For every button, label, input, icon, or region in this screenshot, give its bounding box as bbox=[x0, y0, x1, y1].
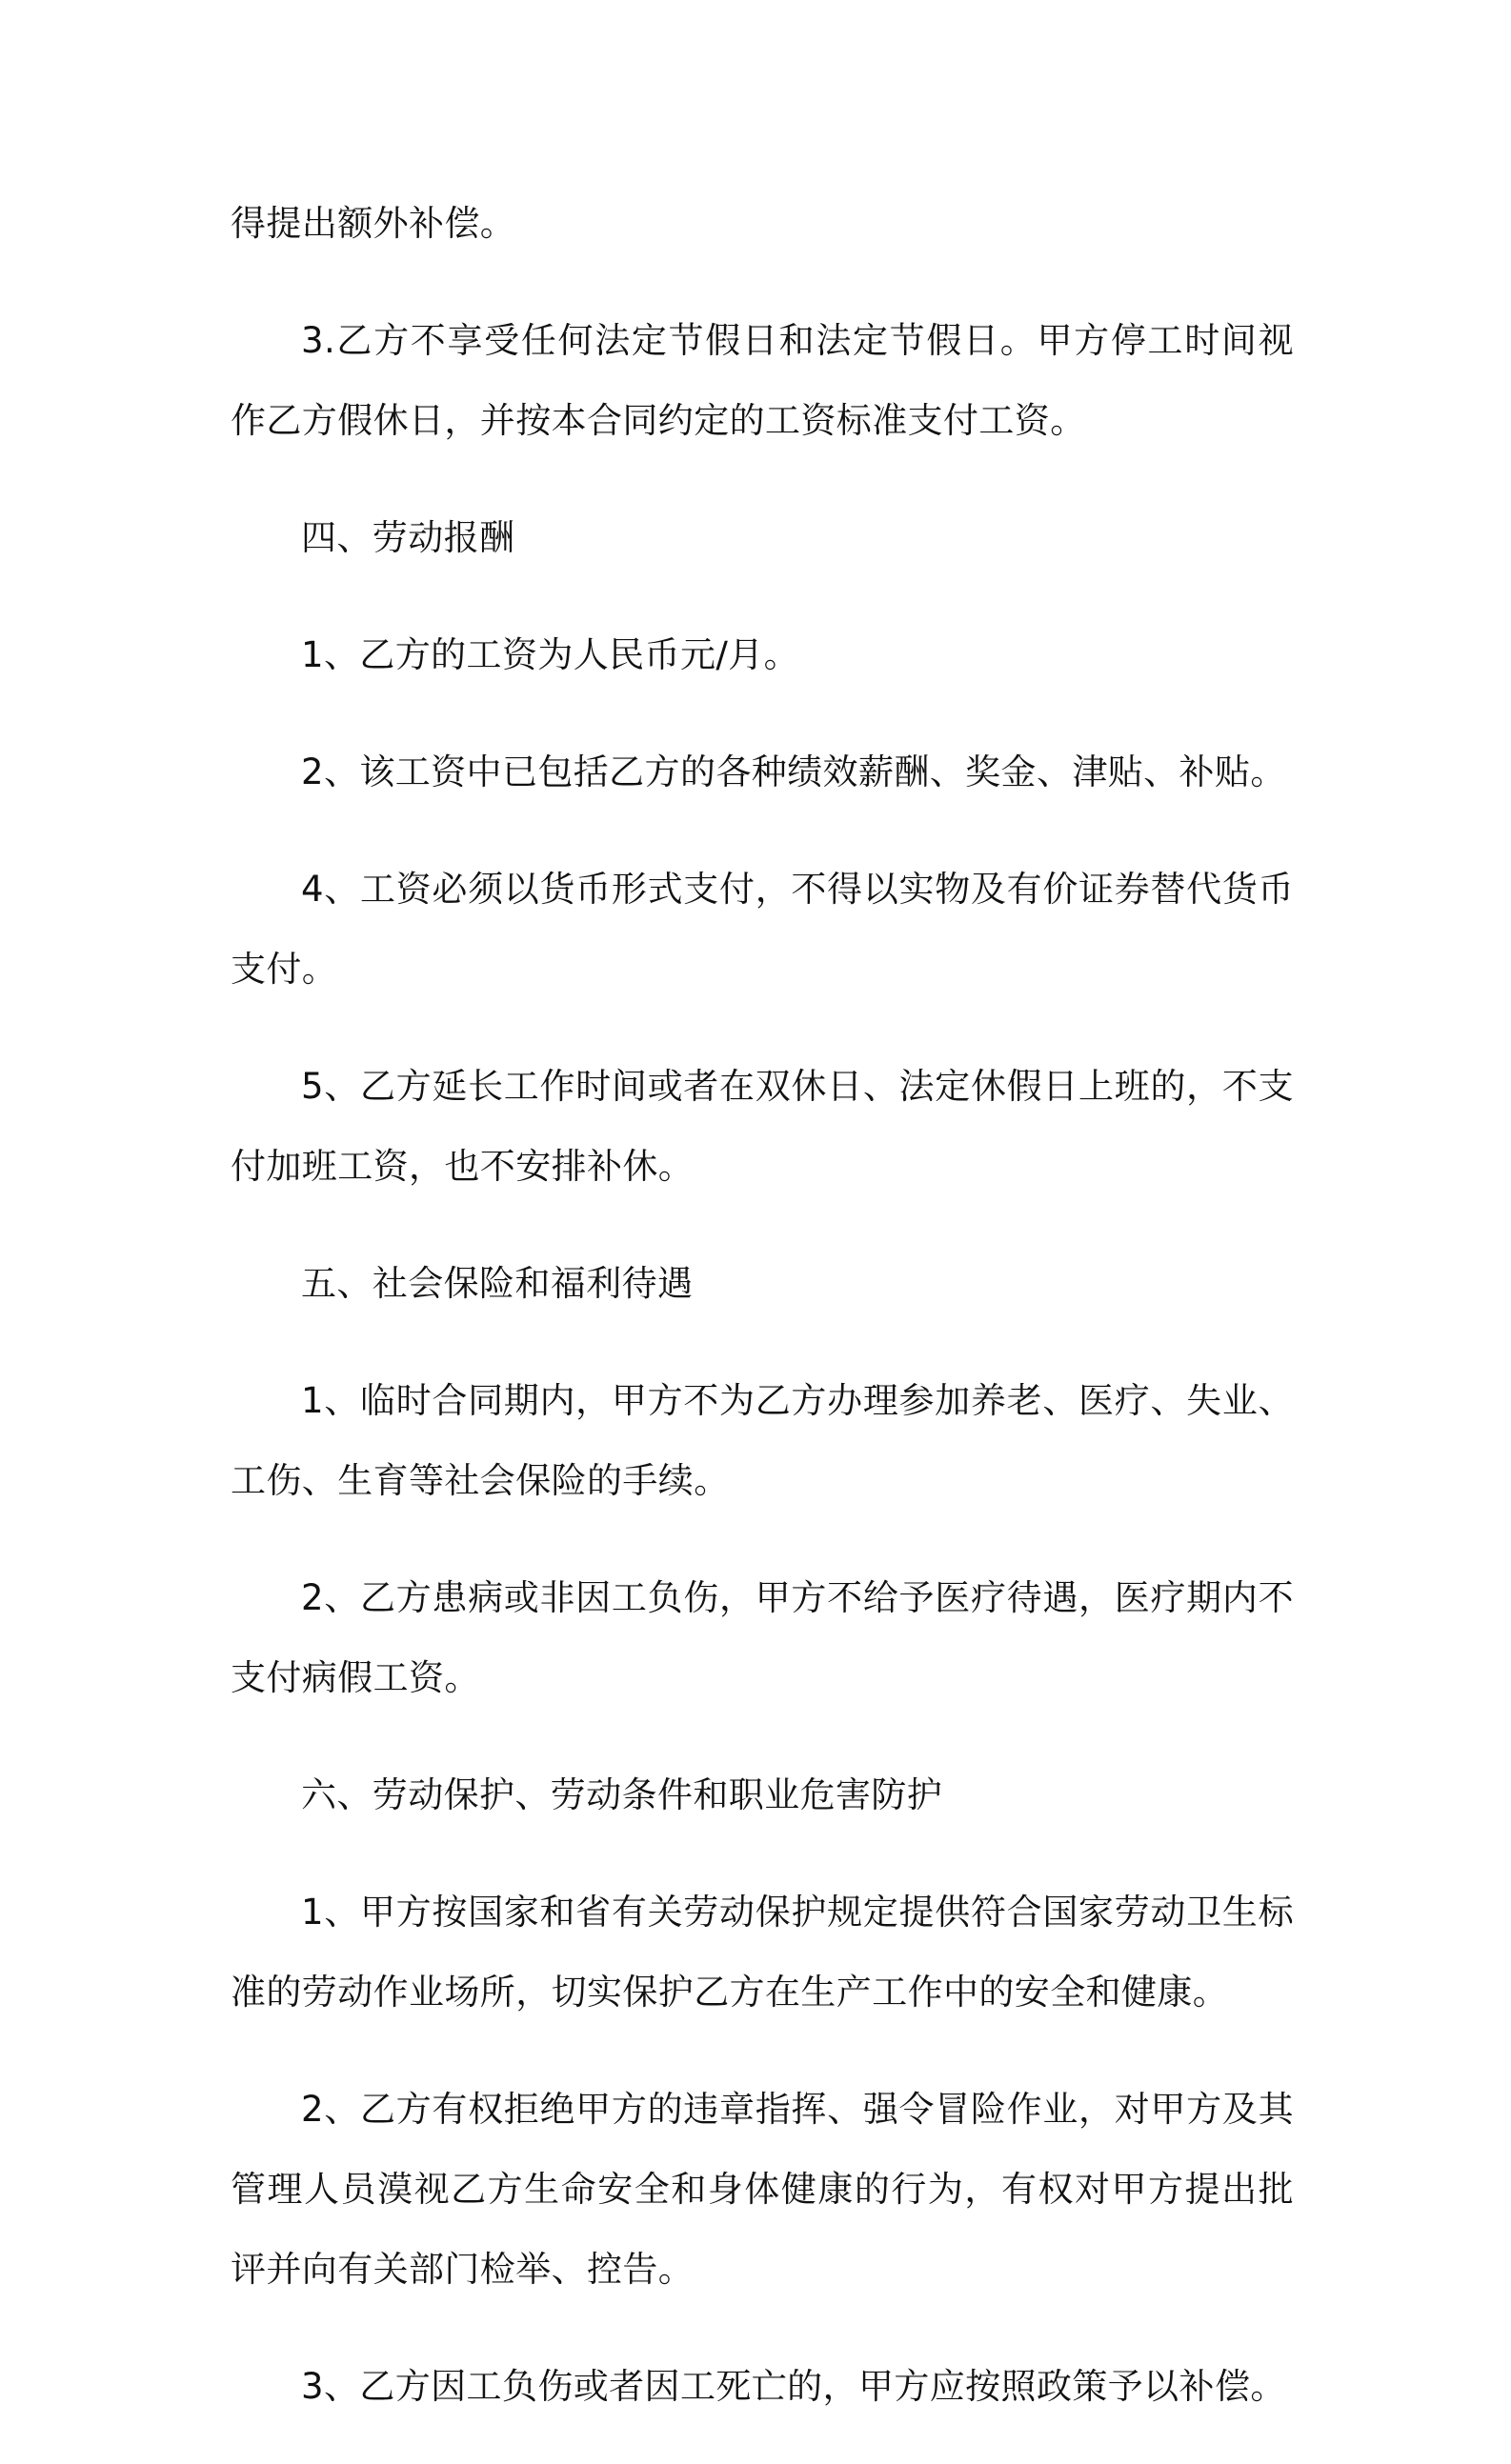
paragraph-overtime: 5、乙方延长工作时间或者在双休日、法定休假日上班的，不支付加班工资，也不安排补休。 bbox=[231, 1066, 1294, 1187]
paragraph-workplace-safety: 1、甲方按国家和省有关劳动保护规定提供符合国家劳动卫生标准的劳动作业场所，切实保护乙方在生产工作中的安全和健康。 bbox=[231, 1892, 1294, 2013]
paragraph-right-to-refuse: 2、乙方有权拒绝甲方的违章指挥、强令冒险作业，对甲方及其管理人员漠视乙方生命安全和身体健康的行为，有权对甲方提出批评并向有关部门检举、控告。 bbox=[231, 2089, 1294, 2290]
paragraph-holiday-clause: 3.乙方不享受任何法定节假日和法定节假日。甲方停工时间视作乙方假休日，并按本合同约定的工资标准支付工资。 bbox=[231, 320, 1294, 441]
section-heading-remuneration: 四、劳动报酬 bbox=[301, 517, 515, 558]
paragraph-insurance: 1、临时合同期内，甲方不为乙方办理参加养老、医疗、失业、工伤、生育等社会保险的手续。 bbox=[231, 1380, 1294, 1501]
paragraph-continuation: 得提出额外补偿。 bbox=[231, 203, 516, 244]
section-heading-social-insurance: 五、社会保险和福利待遇 bbox=[301, 1263, 694, 1304]
paragraph-injury-compensation: 3、乙方因工负伤或者因工死亡的，甲方应按照政策予以补偿。 bbox=[301, 2366, 1286, 2407]
paragraph-wage-amount: 1、乙方的工资为人民币元/月。 bbox=[301, 634, 800, 675]
paragraph-sick-leave: 2、乙方患病或非因工负伤，甲方不给予医疗待遇，医疗期内不支付病假工资。 bbox=[231, 1577, 1294, 1698]
section-heading-labor-protection: 六、劳动保护、劳动条件和职业危害防护 bbox=[301, 1774, 943, 1815]
paragraph-wage-composition: 2、该工资中已包括乙方的各种绩效薪酬、奖金、津贴、补贴。 bbox=[301, 751, 1286, 792]
document-body bbox=[231, 184, 1294, 2464]
paragraph-wage-payment-form: 4、工资必须以货币形式支付，不得以实物及有价证券替代货币支付。 bbox=[231, 869, 1294, 990]
